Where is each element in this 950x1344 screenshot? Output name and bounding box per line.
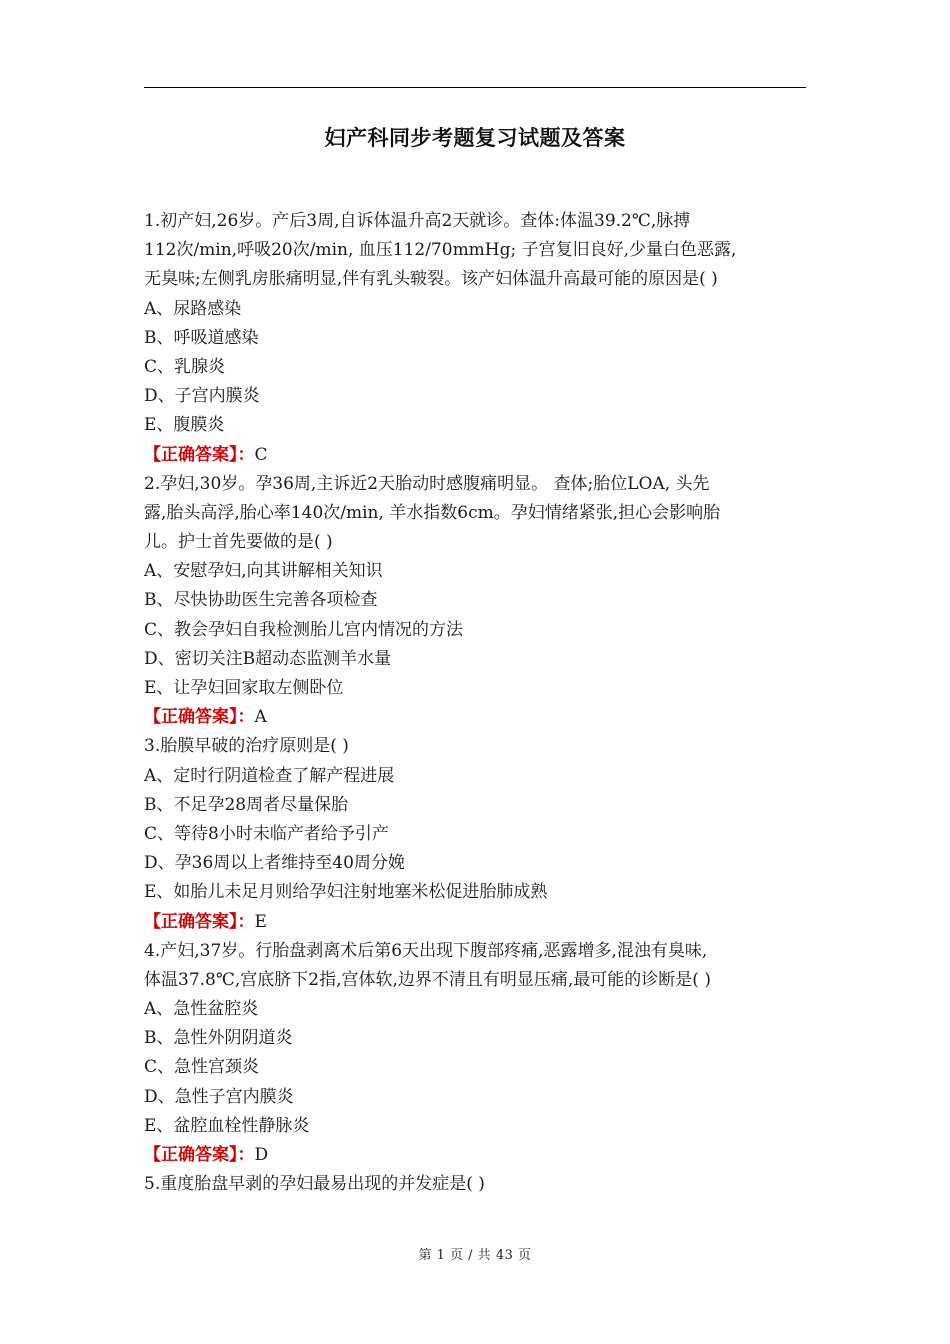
option-a: A、急性盆腔炎 — [144, 999, 259, 1020]
question-stem-line: 5.重度胎盘早剥的孕妇最易出现的并发症是( ) — [144, 1174, 485, 1195]
header-rule — [144, 87, 806, 88]
option-b: B、不足孕28周者尽量保胎 — [144, 794, 349, 815]
answer-value: C — [254, 444, 268, 465]
document-body — [144, 207, 812, 1199]
question-4 — [144, 937, 812, 1171]
option-d: D、孕36周以上者维持至40周分娩 — [144, 853, 405, 874]
question-stem-line: 1.初产妇,26岁。产后3周,自诉体温升高2天就诊。查体:体温39.2℃,脉搏 — [144, 211, 691, 231]
question-stem-line: 无臭味;左侧乳房胀痛明显,伴有乳头皲裂。该产妇体温升高最可能的原因是( ) — [144, 269, 718, 290]
question-1 — [144, 207, 812, 470]
option-e: E、让孕妇回家取左侧卧位 — [144, 678, 344, 698]
question-stem-line: 3.胎膜早破的治疗原则是( ) — [144, 736, 349, 757]
option-c: C、等待8小时未临产者给予引产 — [144, 823, 389, 844]
option-a: A、定时行阴道检查了解产程进展 — [144, 765, 395, 786]
option-d: D、子宫内膜炎 — [144, 386, 260, 407]
answer-value: A — [254, 707, 267, 728]
question-5 — [144, 1170, 812, 1199]
option-a: A、安慰孕妇,向其讲解相关知识 — [144, 561, 383, 582]
option-b: B、尽快协助医生完善各项检查 — [144, 590, 378, 611]
option-d: D、密切关注B超动态监测羊水量 — [144, 648, 392, 669]
answer-row — [144, 703, 812, 732]
question-stem-line: 4.产妇,37岁。行胎盘剥离术后第6天出现下腹部疼痛,恶露增多,混浊有臭味, — [144, 940, 708, 961]
option-d: D、急性子宫内膜炎 — [144, 1086, 294, 1107]
answer-value: E — [254, 911, 267, 932]
option-b: B、急性外阴阴道炎 — [144, 1028, 293, 1049]
option-a: A、尿路感染 — [144, 298, 242, 319]
option-c: C、教会孕妇自我检测胎儿宫内情况的方法 — [144, 619, 464, 640]
answer-value: D — [254, 1145, 269, 1165]
question-stem-line: 2.孕妇,30岁。孕36周,主诉近2天胎动时感腹痛明显。 查体;胎位LOA, 头先 — [144, 473, 710, 494]
question-stem-line: 儿。护士首先要做的是( ) — [144, 532, 333, 553]
option-e: E、腹膜炎 — [144, 415, 225, 436]
option-e: E、盆腔血栓性静脉炎 — [144, 1115, 310, 1136]
page-footer: 第 1 页 / 共 43 页 — [418, 1248, 532, 1263]
option-c: C、急性宫颈炎 — [144, 1057, 260, 1078]
option-b: B、呼吸道感染 — [144, 327, 259, 348]
answer-row — [144, 908, 812, 937]
option-e: E、如胎儿未足月则给孕妇注射地塞米松促进胎肺成熟 — [144, 882, 548, 903]
answer-row — [144, 441, 812, 470]
question-stem-line: 露,胎头高浮,胎心率140次/min, 羊水指数6cm。孕妇情绪紧张,担心会影响胎 — [144, 502, 721, 523]
answer-label: 【正确答案】： — [144, 911, 255, 932]
answer-label: 【正确答案】： — [144, 1145, 255, 1165]
option-c: C、乳腺炎 — [144, 356, 226, 377]
answer-label: 【正确答案】： — [144, 707, 255, 728]
question-stem-line: 112次/min,呼吸20次/min, 血压112/70mmHg; 子宫复旧良好,少量白色恶露, — [144, 240, 737, 261]
document-title: 妇产科同步考题复习试题及答案 — [324, 125, 626, 150]
answer-label: 【正确答案】： — [144, 444, 255, 465]
answer-row — [144, 1141, 812, 1170]
question-2 — [144, 470, 812, 733]
question-3 — [144, 732, 812, 936]
question-stem-line: 体温37.8℃,宫底脐下2指,宫体软,边界不清且有明显压痛,最可能的诊断是( ) — [144, 969, 711, 990]
